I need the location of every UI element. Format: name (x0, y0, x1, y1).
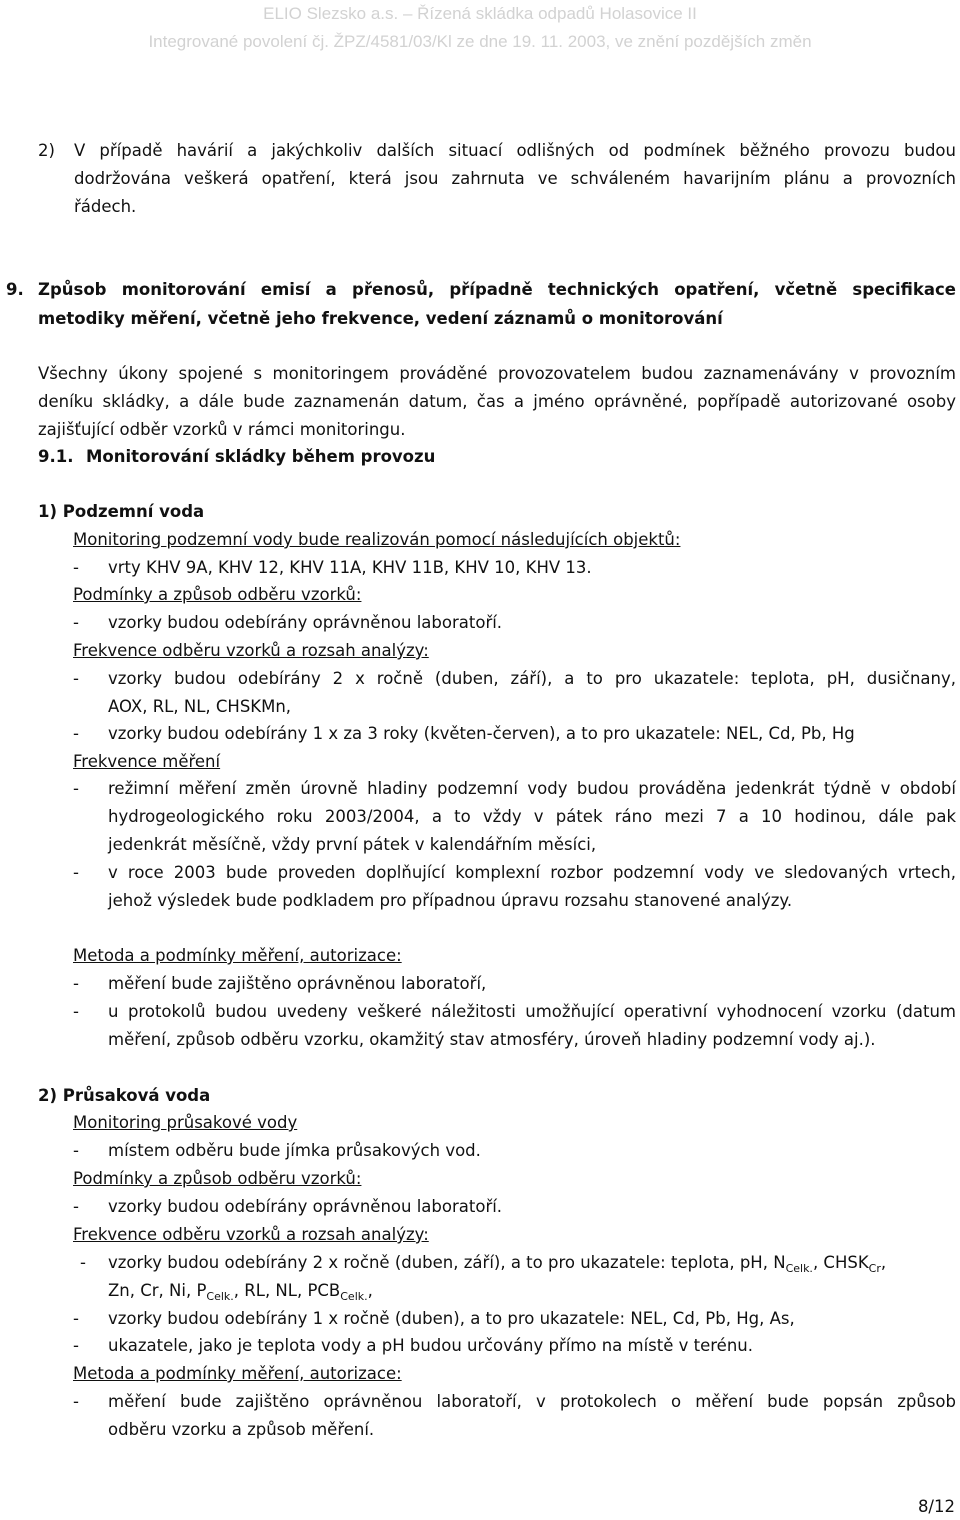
list-dash: - (73, 1336, 79, 1355)
list-dash: - (73, 613, 79, 632)
groundwater-method-label: Metoda a podmínky měření, autorizace: (73, 946, 402, 965)
groundwater-frequency-label: Frekvence odběru vzorků a rozsah analýzy: (73, 641, 429, 660)
groundwater-frequency-item-2: vzorky budou odebírány 1 x za 3 roky (květen-červen), a to pro ukazatele: NEL, Cd, Pb, Hg (108, 724, 855, 743)
groundwater-sampling-label: Podmínky a způsob odběru vzorků: (73, 585, 362, 604)
leachate-sampling-label: Podmínky a způsob odběru vzorků: (73, 1169, 362, 1188)
list-dash: - (73, 863, 79, 882)
leachate-heading: 2) Průsaková voda (38, 1086, 211, 1105)
leachate-frequency-item-3: ukazatele, jako je teplota vody a pH budou určovány přímo na místě v terénu. (108, 1336, 753, 1355)
section-9-title-2: metodiky měření, včetně jeho frekvence, vedení záznamů o monitorování (38, 309, 723, 328)
list-dash: - (73, 669, 79, 688)
list-dash: - (73, 779, 79, 798)
list-dash: - (73, 1392, 79, 1411)
leachate-frequency-item-1-cont: Zn, Cr, Ni, $P_{Celk.}$, RL, NL, $PCB_{Celk.}$, (108, 1281, 373, 1303)
intro-number: 2) (38, 141, 55, 160)
list-dash: - (73, 1309, 79, 1328)
header-title: ELIO Slezsko a.s. – Řízená skládka odpadů Holasovice II (263, 4, 697, 23)
leachate-method-label: Metoda a podmínky měření, autorizace: (73, 1364, 402, 1383)
leachate-frequency-label: Frekvence odběru vzorků a rozsah analýzy: (73, 1225, 429, 1244)
intro-line-1: V případě havárií a jakýchkoliv dalších situací odlišných od podmínek běžného provozu budou (74, 141, 956, 160)
section-9-number: 9. (6, 280, 24, 299)
leachate-sampling-item: vzorky budou odebírány oprávněnou laboratoří. (108, 1197, 503, 1216)
list-dash: - (73, 974, 79, 993)
section-9-para-1: Všechny úkony spojené s monitoringem prováděné provozovatelem budou zaznamenávány v provozním (38, 364, 956, 383)
section-9-para-3: zajišťující odběr vzorků v rámci monitoringu. (38, 420, 406, 439)
leachate-method-item-1: měření bude zajištěno oprávněnou laboratoří, v protokolech o měření bude popsán způsob (108, 1392, 956, 1411)
groundwater-heading: 1) Podzemní voda (38, 502, 205, 521)
groundwater-frequency-item-1: vzorky budou odebírány 2 x ročně (duben, září), a to pro ukazatele: teplota, pH, dusičnany, (108, 669, 956, 688)
list-dash: - (73, 1141, 79, 1160)
groundwater-measurement-item-1-cont: hydrogeologického roku 2003/2004, a to vždy v pátek ráno mezi 7 a 10 hodinou, dále pak (108, 807, 956, 826)
list-dash: - (73, 1197, 79, 1216)
groundwater-method-item-1: měření bude zajištěno oprávněnou laboratoří, (108, 974, 487, 993)
intro-line-3: řádech. (74, 197, 137, 216)
section-9-para-2: deníku skládky, a dále bude zaznamenán datum, čas a jméno oprávněné, popřípadě autorizované osoby (38, 392, 956, 411)
leachate-frequency-item-1: vzorky budou odebírány 2 x ročně (duben, září), a to pro ukazatele: teplota, pH, $N_{Celk.}$, $CHSK_{Cr}$, (108, 1253, 887, 1275)
list-dash: - (73, 1002, 79, 1021)
groundwater-sampling-item: vzorky budou odebírány oprávněnou laboratoří. (108, 613, 503, 632)
list-dash: - (80, 1253, 86, 1272)
groundwater-method-item-2: u protokolů budou uvedeny veškeré náležitosti umožňující operativní vyhodnocení vzorku (datum (108, 1002, 956, 1021)
intro-line-2: dodržována veškerá opatření, která jsou zahrnuta ve schváleném havarijním plánu a provozních (74, 169, 956, 188)
groundwater-measurement-item-2-cont: jehož výsledek bude podkladem pro případnou úpravu rozsahu stanovené analýzy. (108, 891, 793, 910)
section-9-1-number: 9.1. (38, 447, 74, 466)
leachate-method-item-1-cont: odběru vzorku a způsob měření. (108, 1420, 375, 1439)
list-dash: - (73, 724, 79, 743)
groundwater-measurement-item-1: režimní měření změn úrovně hladiny podzemní vody budou prováděna jedenkrát týdně v období (108, 779, 956, 798)
page-number: 8/12 (917, 1497, 955, 1516)
groundwater-method-item-2-cont: měření, způsob odběru vzorku, okamžitý stav atmosféry, úroveň hladiny podzemní vody aj.). (108, 1030, 876, 1049)
section-9-1-title: Monitorování skládky během provozu (86, 447, 436, 466)
groundwater-wells: vrty KHV 9A, KHV 12, KHV 11A, KHV 11B, KHV 10, KHV 13. (108, 558, 592, 577)
groundwater-measurement-item-2: v roce 2003 bude proveden doplňující komplexní rozbor podzemní vody ve sledovaných vrtech, (108, 863, 956, 882)
groundwater-measurement-label: Frekvence měření (73, 752, 221, 771)
leachate-monitoring-label: Monitoring průsakové vody (73, 1113, 298, 1132)
groundwater-measurement-item-1-end: jedenkrát měsíčně, vždy první pátek v kalendářním měsíci, (108, 835, 597, 854)
leachate-frequency-item-2: vzorky budou odebírány 1 x ročně (duben), a to pro ukazatele: NEL, Cd, Pb, Hg, As, (108, 1309, 795, 1328)
list-dash: - (73, 558, 79, 577)
section-9-title-1: Způsob monitorování emisí a přenosů, případně technických opatření, včetně specifikace (38, 280, 956, 299)
groundwater-frequency-item-1-cont: AOX, RL, NL, CHSKMn, (108, 697, 292, 716)
header-permit: Integrované povolení čj. ŽPZ/4581/03/Kl ze dne 19. 11. 2003, ve znění pozdějších změn (148, 32, 812, 51)
leachate-monitoring-item: místem odběru bude jímka průsakových vod. (108, 1141, 481, 1160)
groundwater-monitoring-label: Monitoring podzemní vody bude realizován pomocí následujících objektů: (73, 530, 681, 549)
